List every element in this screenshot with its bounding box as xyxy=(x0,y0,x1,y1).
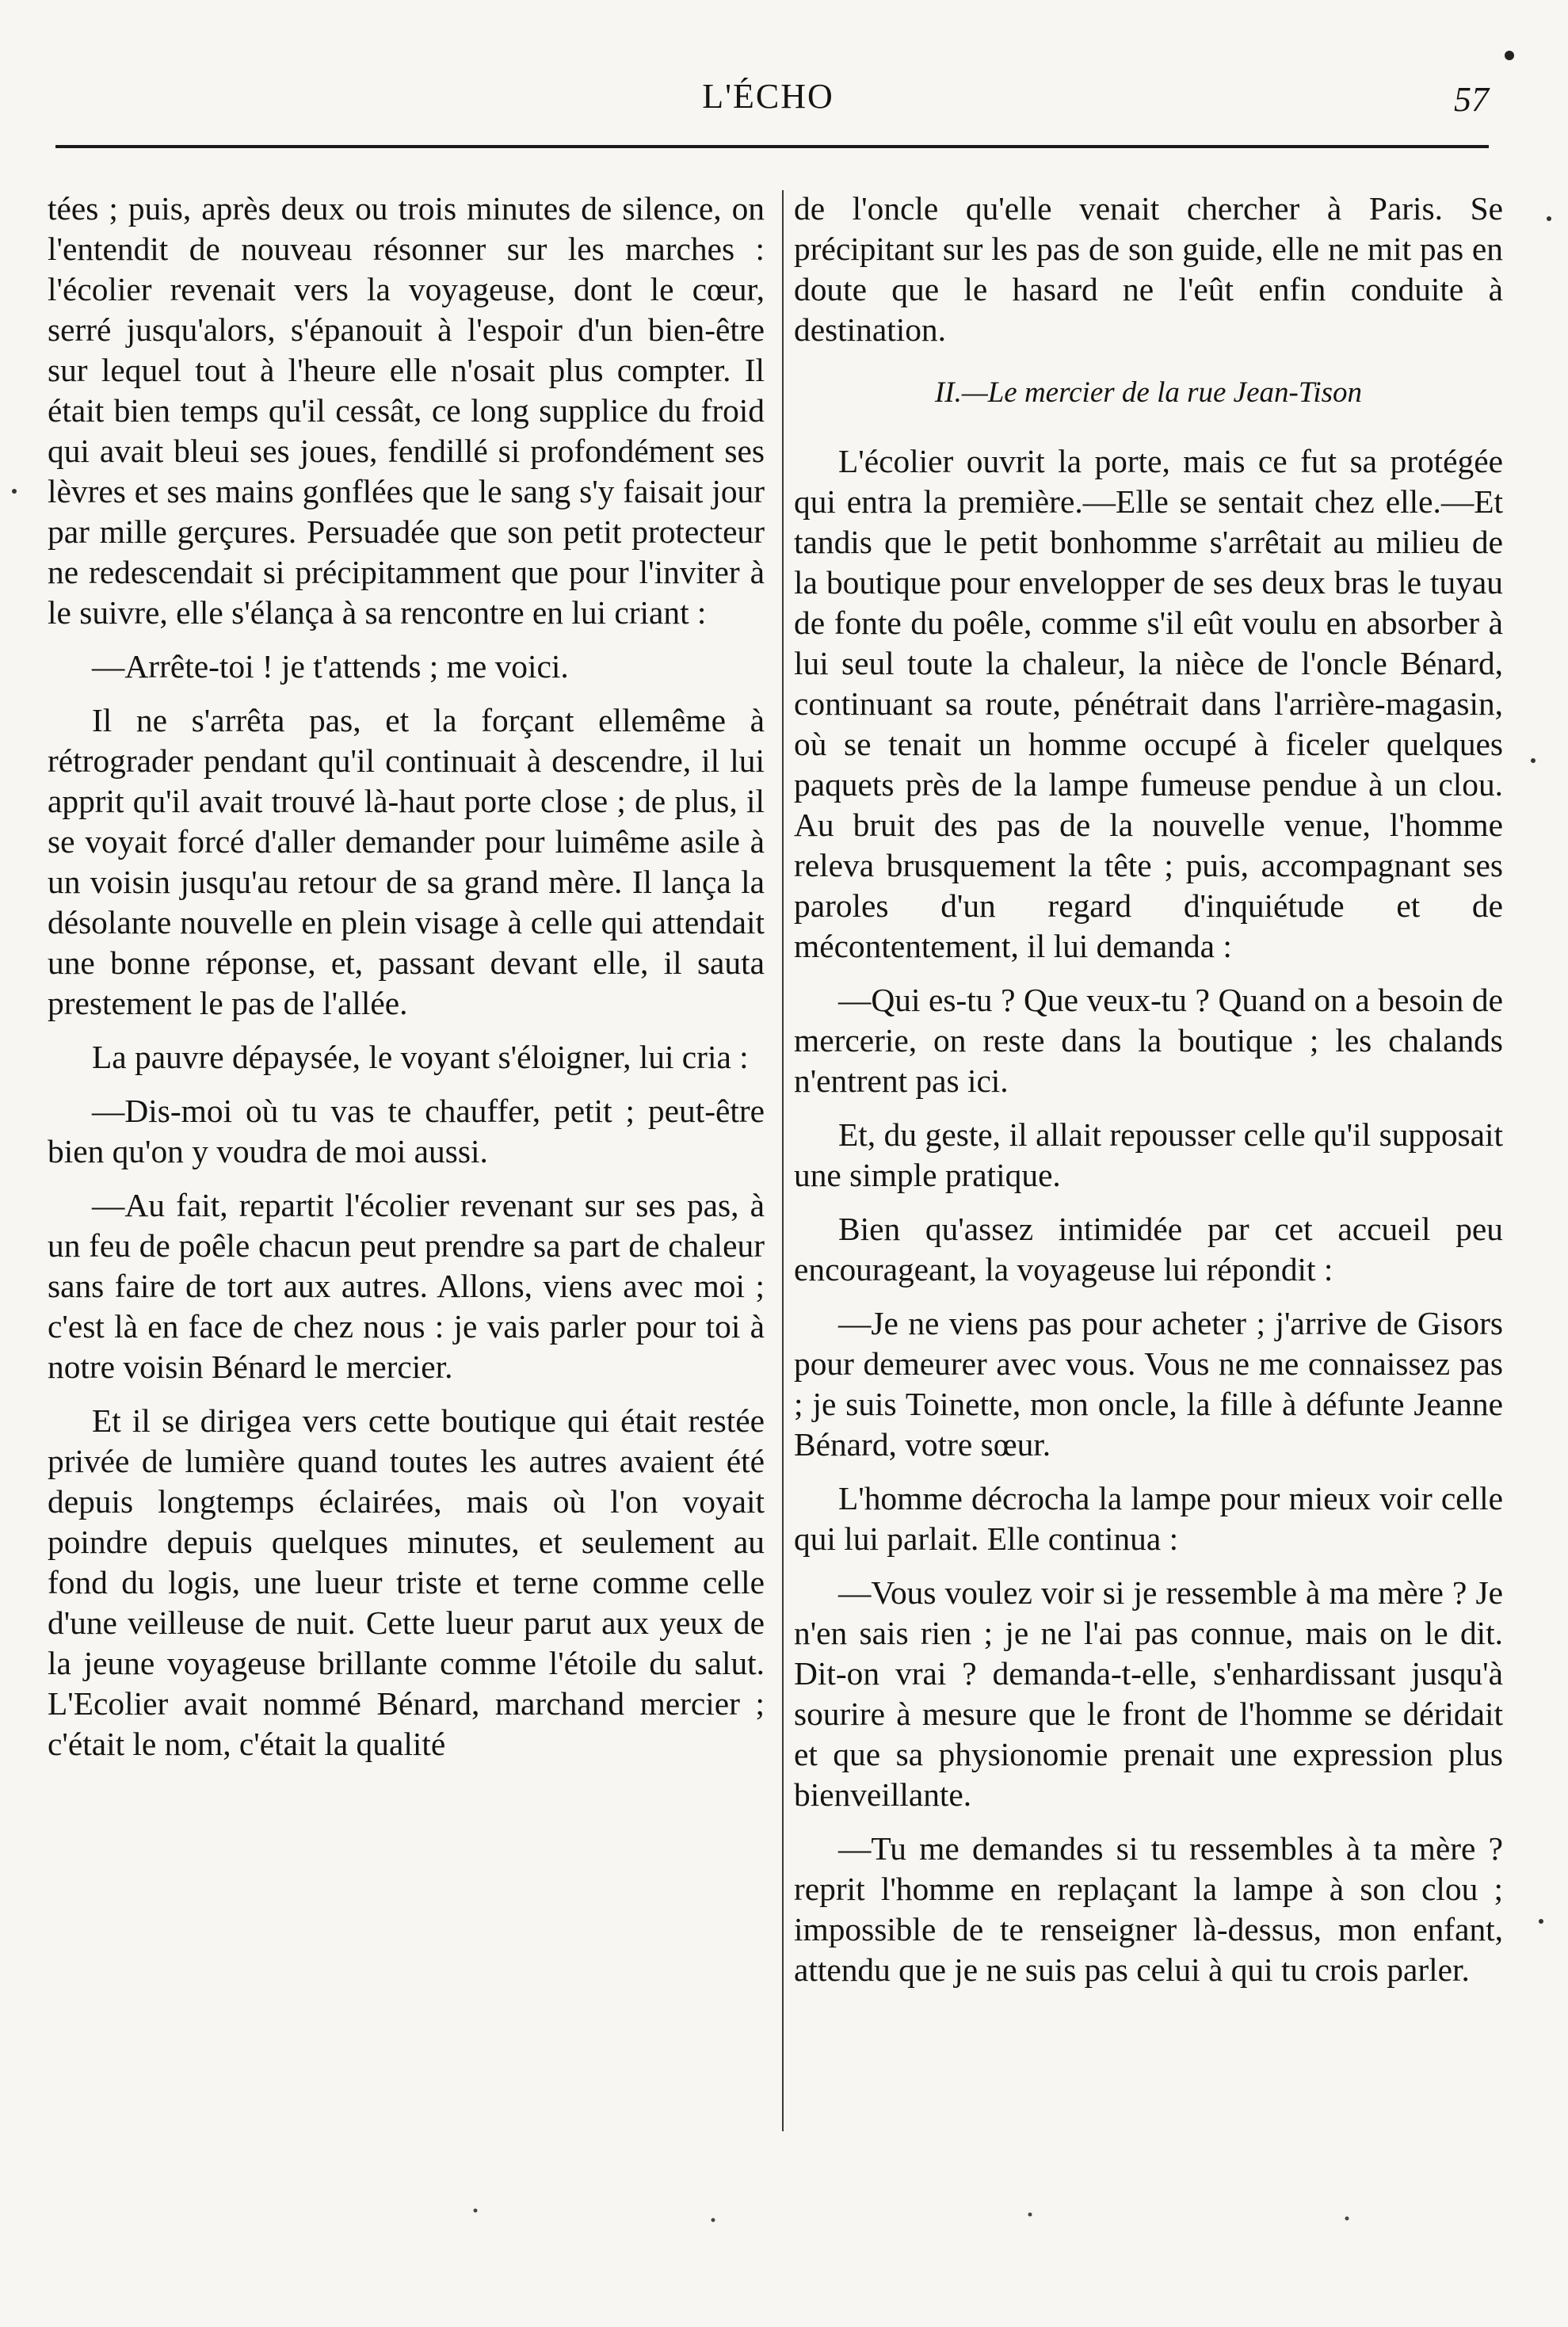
ink-speck xyxy=(1539,1919,1543,1924)
dialogue-line: —Arrête-toi ! je t'attends ; me voici. xyxy=(92,648,569,685)
ink-speck xyxy=(474,2209,478,2213)
ink-speck xyxy=(1531,758,1536,763)
paragraph: L'homme décrocha la lampe pour mieux voir celle qui lui parlait. Elle continua : xyxy=(794,1480,1503,1557)
ink-speck xyxy=(1028,2213,1032,2217)
running-head xyxy=(48,76,1489,132)
ink-speck xyxy=(712,2218,715,2222)
paragraph: Et il se dirigea vers cette boutique qui était restée privée de lumière quand toutes les autres avaient été depuis longtemps éclairées, mais où l'on voyait poindre depuis quelques minutes, et seulement au fond du logis, une lueur triste et terne comme celle d'une veilleuse de nuit. Cette lueur parut aux yeux de la jeune voyageuse brillante comme l'étoile du salut. L'Ecolier avait nommé Bénard, marchand mercier ; c'était le nom, c'était la qualité xyxy=(48,1402,765,1762)
left-column xyxy=(48,189,765,1764)
paragraph: de l'oncle qu'elle venait chercher à Paris. Se précipitant sur les pas de son guide, elle ne mit pas en doute que le hasard ne l'eût enfin conduite à destination. xyxy=(794,190,1503,348)
page-number: 57 xyxy=(1454,80,1489,119)
paragraph: Il ne s'arrêta pas, et la forçant ellemême à rétrograder pendant qu'il continuait à descendre, il lui apprit qu'il avait trouvé là-haut porte close ; de plus, il se voyait forcé d'aller demander pour luimême asile à un voisin jusqu'au retour de sa grand mère. Il lança la désolante nouvelle en plein visage à celle qui attendait une bonne réponse, et, passant devant elle, il sauta prestement le pas de l'allée. xyxy=(48,702,765,1021)
journal-title: L'ÉCHO xyxy=(702,77,834,116)
ink-speck xyxy=(1547,216,1551,221)
dialogue-line: —Tu me demandes si tu ressembles à ta mère ? reprit l'homme en replaçant la lampe à son clou ; impossible de te renseigner là-dessus, mon enfant, attendu que je ne suis pas celui à qui tu crois parler. xyxy=(794,1830,1503,1988)
section-heading: II.—Le mercier de la rue Jean-Tison xyxy=(934,376,1363,409)
right-column xyxy=(794,189,1503,1990)
dialogue-line: —Au fait, repartit l'écolier revenant sur ses pas, à un feu de poêle chacun peut prendre sa part de chaleur sans faire de tort aux autres. Allons, viens avec moi ; c'est là en face de chez nous : je vais parler pour toi à notre voisin Bénard le mercier. xyxy=(48,1187,765,1385)
paragraph: La pauvre dépaysée, le voyant s'éloigner, lui cria : xyxy=(92,1039,749,1075)
paragraph: tées ; puis, après deux ou trois minutes de silence, on l'entendit de nouveau résonner sur les marches : l'écolier revenait vers la voyageuse, dont le cœur, serré jusqu'alors, s'épanouit à l'espoir d'un bien-être sur lequel tout à l'heure elle n'osait plus compter. Il était bien temps qu'il cessât, ce long supplice du froid qui avait bleui ses joues, fendillé si profondément ses lèvres et ses mains gonflées que le sang s'y faisait jour par mille gerçures. Persuadée que son petit protecteur ne redescendait si précipitamment que pour l'inviter à le suivre, elle s'élança à sa rencontre en lui criant : xyxy=(48,190,765,631)
paragraph: Bien qu'assez intimidée par cet accueil peu encourageant, la voyageuse lui répondit : xyxy=(794,1211,1503,1287)
dialogue-line: —Qui es-tu ? Que veux-tu ? Quand on a besoin de mercerie, on reste dans la boutique ; les chalands n'entrent pas ici. xyxy=(794,982,1503,1099)
paragraph: Et, du geste, il allait repousser celle qu'il supposait une simple pratique. xyxy=(794,1116,1503,1193)
ink-speck xyxy=(12,489,17,494)
dialogue-line: —Je ne viens pas pour acheter ; j'arrive de Gisors pour demeurer avec vous. Vous ne me connaissez pas ; je suis Toinette, mon oncle, la fille à défunte Jeanne Bénard, votre sœur. xyxy=(794,1305,1503,1463)
ink-speck xyxy=(1345,2217,1349,2221)
column-divider xyxy=(782,190,784,2131)
header-rule xyxy=(55,145,1489,148)
ink-speck xyxy=(1505,51,1514,60)
paragraph: L'écolier ouvrit la porte, mais ce fut sa protégée qui entra la première.—Elle se sentait chez elle.—Et tandis que le petit bonhomme s'arrêtait au milieu de la boutique pour envelopper de ses deux bras le tuyau de fonte du poêle, comme s'il eût voulu en absorber à lui seul toute la chaleur, la nièce de l'oncle Bénard, continuant sa route, pénétrait dans l'arrière-magasin, où se tenait un homme occupé à ficeler quelques paquets près de la lampe fumeuse pendue à un clou. Au bruit des pas de la nouvelle venue, l'homme releva brusquement la tête ; puis, accompagnant ses paroles d'un regard d'inquiétude et de mécontentement, il lui demanda : xyxy=(794,443,1503,964)
dialogue-line: —Dis-moi où tu vas te chauffer, petit ; peut-être bien qu'on y voudra de moi aussi. xyxy=(48,1093,765,1169)
dialogue-line: —Vous voulez voir si je ressemble à ma mère ? Je n'en sais rien ; je ne l'ai pas connue, mais on le dit. Dit-on vrai ? demanda-t-elle, s'enhardissant jusqu'à sourire à mesure que le front de l'homme se déridait et que sa physionomie prenait une expression plus bienveillante. xyxy=(794,1574,1503,1813)
